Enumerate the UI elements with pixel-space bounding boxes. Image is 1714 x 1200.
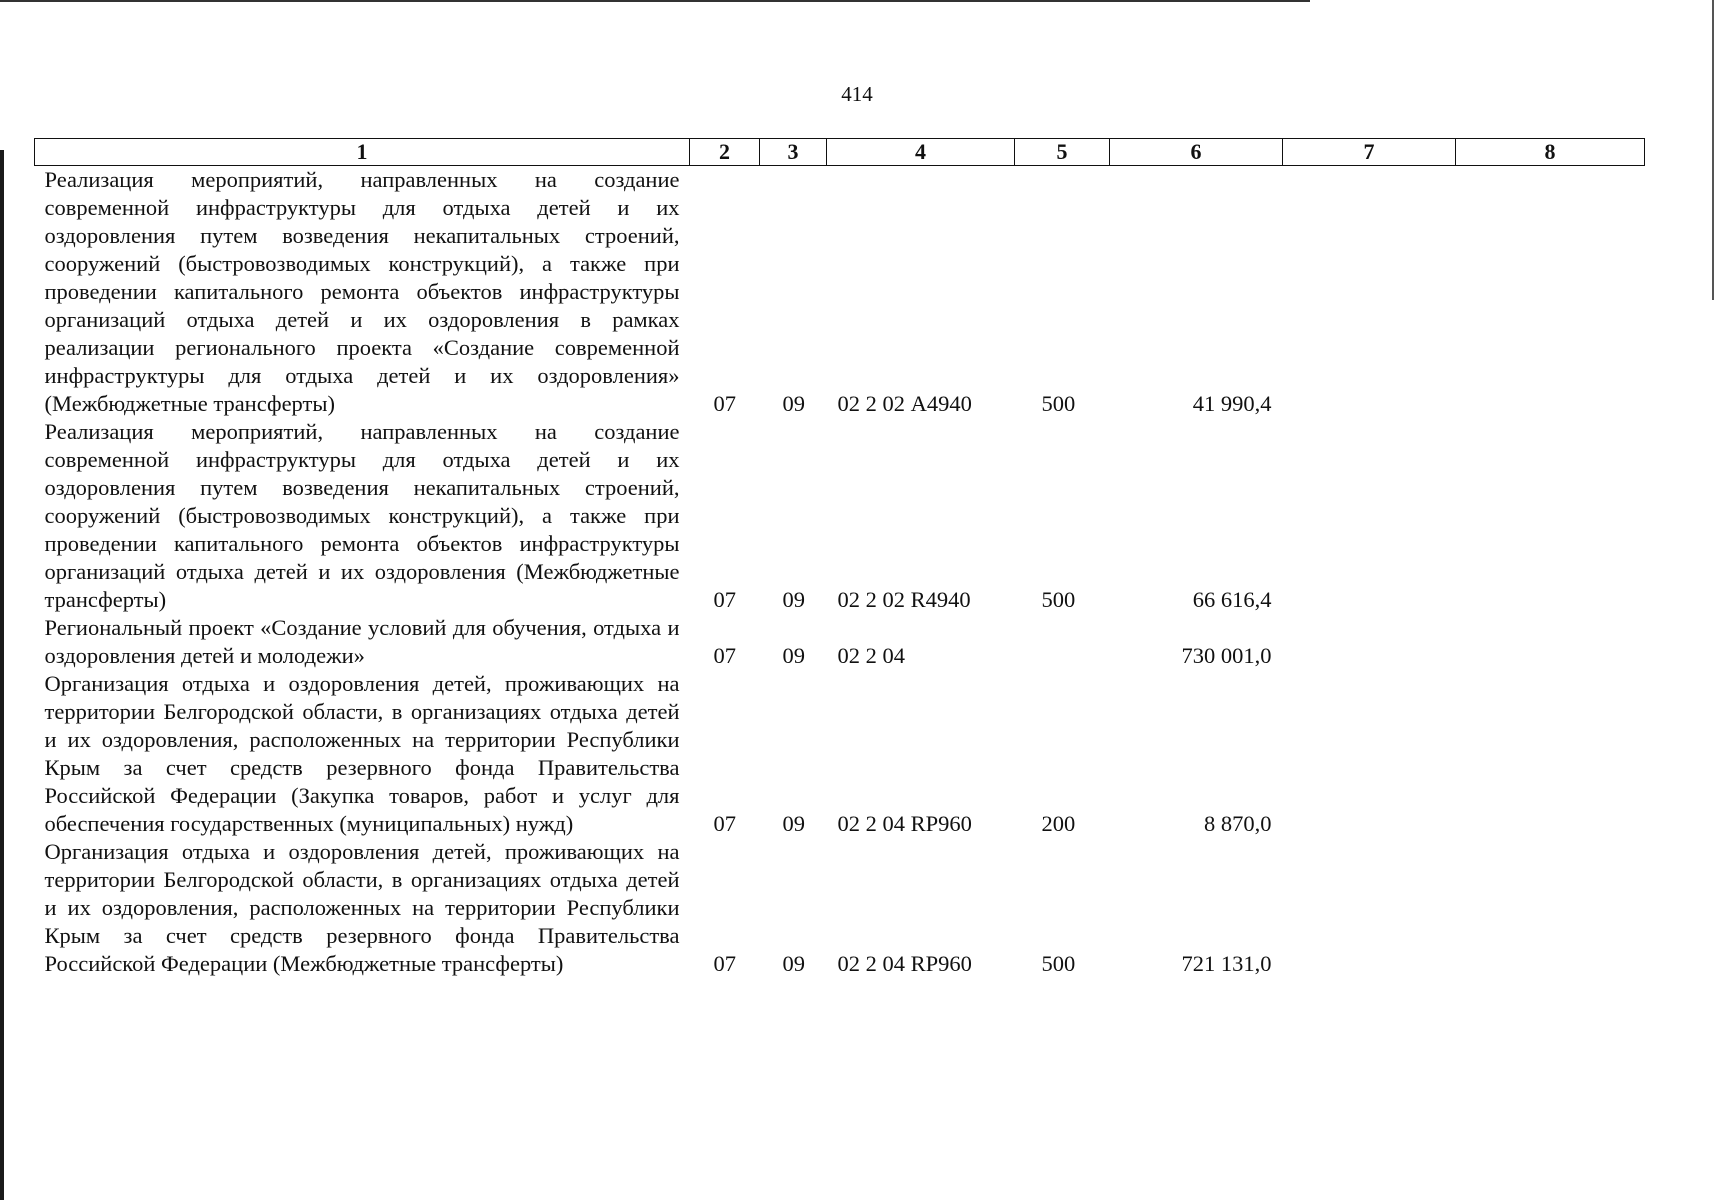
row-target-article: 02 2 04 RP960 <box>837 811 972 836</box>
row-section: 07 <box>713 811 736 836</box>
table-row <box>35 670 1645 838</box>
row-expense-type: 500 <box>1041 951 1076 976</box>
row-col8 <box>1456 614 1645 670</box>
table-row <box>35 614 1645 670</box>
header-row <box>35 139 1645 166</box>
row-col8 <box>1456 838 1645 978</box>
table-row <box>35 166 1645 419</box>
row-amount: 721 131,0 <box>1181 951 1272 976</box>
row-target-article: 02 2 02 А4940 <box>837 391 972 416</box>
table-row <box>35 418 1645 614</box>
row-section: 07 <box>713 643 736 668</box>
header-col-2: 2 <box>690 139 760 166</box>
header-col-5: 5 <box>1015 139 1110 166</box>
row-col8 <box>1456 418 1645 614</box>
row-col7 <box>1283 670 1456 838</box>
row-subsection: 09 <box>782 951 805 976</box>
row-col7 <box>1283 166 1456 419</box>
row-expense-type: 200 <box>1041 811 1076 836</box>
row-description: Региональный проект «Создание условий для обучения, отдыха и оздоровления детей и молодежи» <box>44 615 680 668</box>
row-subsection: 09 <box>782 391 805 416</box>
row-col8 <box>1456 166 1645 419</box>
row-col7 <box>1283 614 1456 670</box>
row-section: 07 <box>713 391 736 416</box>
row-description: Реализация мероприятий, направленных на создание современной инфраструктуры для отдыха детей и их оздоровления путем возведения некапитальных строений, сооружений (быстровозводимых конструкций), а также при проведении капитального ремонта объектов инфраструктуры организаций отдыха детей и их оздоровления в рамках реализации регионального проекта «Создание современной инфраструктуры для отдыха детей и их оздоровления» (Межбюджетные трансферты) <box>44 167 680 416</box>
row-expense-type: 500 <box>1041 587 1076 612</box>
row-amount: 66 616,4 <box>1192 587 1272 612</box>
row-description: Реализация мероприятий, направленных на создание современной инфраструктуры для отдыха детей и их оздоровления путем возведения некапитальных строений, сооружений (быстровозводимых конструкций), а также при проведении капитального ремонта объектов инфраструктуры организаций отдыха детей и их оздоровления (Межбюджетные трансферты) <box>44 419 680 612</box>
row-target-article: 02 2 04 <box>837 643 905 668</box>
table-body <box>35 166 1645 979</box>
header-col-7: 7 <box>1283 139 1456 166</box>
row-subsection: 09 <box>782 811 805 836</box>
row-section: 07 <box>713 587 736 612</box>
row-expense-type: 500 <box>1041 391 1076 416</box>
row-target-article: 02 2 04 RP960 <box>837 951 972 976</box>
header-col-8: 8 <box>1456 139 1645 166</box>
budget-table <box>34 138 1645 978</box>
row-description: Организация отдыха и оздоровления детей, проживающих на территории Белгородской области, в организациях отдыха детей и их оздоровления, расположенных на территории Республики Крым за счет средств резервного фонда Правительства Российской Федерации (Межбюджетные трансферты) <box>44 839 680 976</box>
table-row <box>35 838 1645 978</box>
header-col-4: 4 <box>827 139 1015 166</box>
header-col-3: 3 <box>760 139 827 166</box>
scan-left-edge-shadow <box>0 150 4 1200</box>
scan-top-edge-line <box>0 0 1310 2</box>
row-amount: 41 990,4 <box>1192 391 1272 416</box>
page-number: 414 <box>841 82 873 106</box>
row-col7 <box>1283 838 1456 978</box>
row-description: Организация отдыха и оздоровления детей, проживающих на территории Белгородской области, в организациях отдыха детей и их оздоровления, расположенных на территории Республики Крым за счет средств резервного фонда Правительства Российской Федерации (Закупка товаров, работ и услуг для обеспечения государственных (муниципальных) нужд) <box>44 671 680 836</box>
row-target-article: 02 2 02 R4940 <box>837 587 971 612</box>
header-col-1: 1 <box>35 139 690 166</box>
row-amount: 730 001,0 <box>1181 643 1272 668</box>
row-amount: 8 870,0 <box>1204 811 1272 836</box>
row-col7 <box>1283 418 1456 614</box>
row-subsection: 09 <box>782 587 805 612</box>
row-subsection: 09 <box>782 643 805 668</box>
table-header <box>35 139 1645 166</box>
row-col8 <box>1456 670 1645 838</box>
header-col-6: 6 <box>1110 139 1283 166</box>
row-section: 07 <box>713 951 736 976</box>
row-expense-type <box>1015 614 1110 670</box>
